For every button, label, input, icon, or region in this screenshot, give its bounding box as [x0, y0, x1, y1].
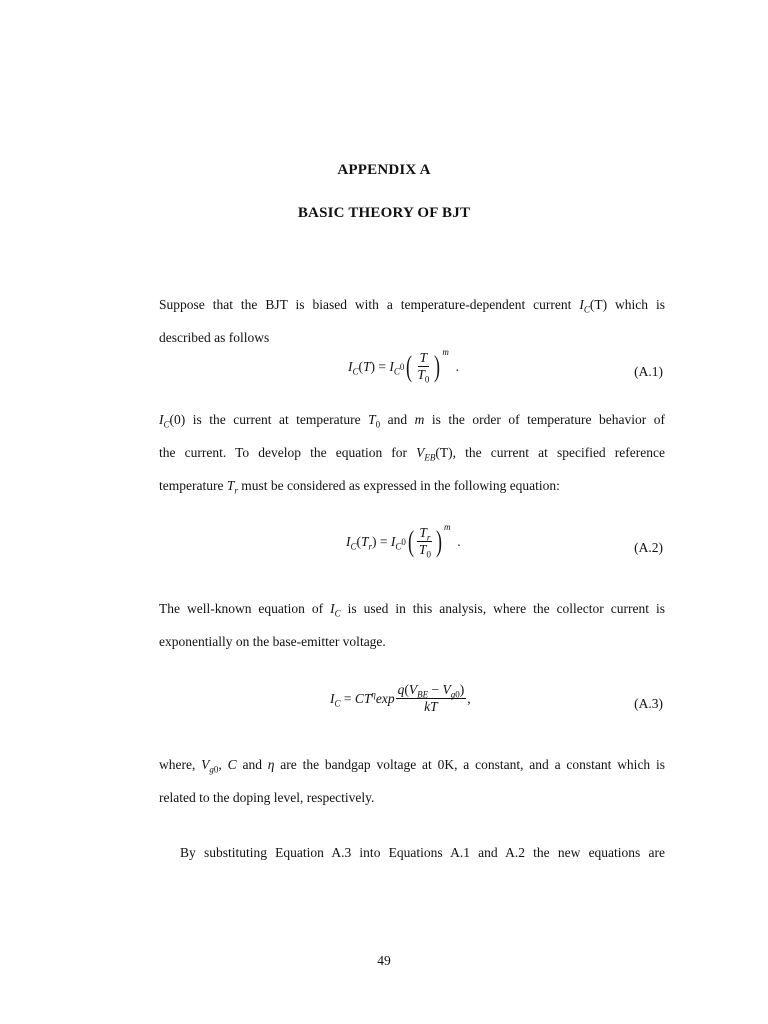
equation-a2: $I_C$ ( $T_r$ ) = $I_C$ 0 ( $\frac{T_r}{T_0}$ ) m . — [346, 522, 461, 560]
paragraph-2-line-2: the current. To develop the equation for $V_{EB}(T)$, the current at specified reference — [159, 445, 665, 463]
paragraph-2-line-1: $I_C(0)$ is the current at temperature $T_0$ and m is the order of temperature behavior of — [159, 412, 665, 430]
equation-a3-label: (A.3) — [634, 696, 663, 711]
equation-a1-label: (A.1) — [634, 364, 663, 379]
paragraph-4-line-2: related to the doping level, respectively. — [159, 790, 375, 805]
appendix-title: BASIC THEORY OF BJT — [297, 205, 471, 221]
paragraph-1-line-1: Suppose that the BJT is biased with a temperature-dependent current $I_C(T)$ which is — [159, 297, 665, 315]
paragraph-5-line-1: By substituting Equation A.3 into Equations A.1 and A.2 the new equations are — [180, 845, 665, 860]
appendix-label: APPENDIX A — [337, 162, 431, 178]
equation-a2-label: (A.2) — [634, 540, 663, 555]
paragraph-4-line-1: where, $V_{g0}$, C and η are the bandgap voltage at 0K, a constant, and a constant which is — [159, 757, 666, 775]
page-number: 49 — [377, 953, 391, 968]
paragraph-1-line-2: described as follows — [159, 330, 270, 345]
paragraph-3-line-1: The well-known equation of $I_C$ is used in this analysis, where the collector current is — [159, 601, 665, 619]
paragraph-2-line-3: temperature $T_r$ must be considered as expressed in the following equation: — [159, 478, 560, 496]
paragraph-3-line-2: exponentially on the base-emitter voltage. — [159, 634, 386, 649]
equation-a3: $I_C$ = $CT^\eta\exp$ $\frac{q(V_{BE} - V_{g0})}{kT}$ , — [330, 682, 471, 714]
equation-a1: $I_C$ ( T ) = $I_C$ 0 ( $\frac{T}{T_0}$ ) m . — [348, 347, 460, 385]
